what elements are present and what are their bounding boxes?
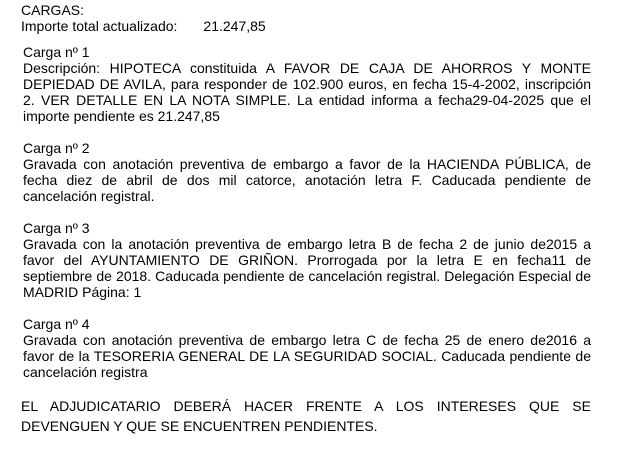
carga-title: Carga nº 4 [23,316,90,332]
importe-value: 21.247,85 [203,18,266,34]
importe-row [21,18,591,34]
carga-4 [23,316,591,380]
carga-2 [23,140,591,204]
carga-3 [23,220,591,300]
carga-title: Carga nº 2 [23,140,90,156]
cargas-title: CARGAS: [21,2,85,18]
importe-label: Importe total actualizado: [21,18,178,34]
adjudicatario-notice: EL ADJUDICATARIO DEBERÁ HACER FRENTE A LOS INTERESES QUE SE DEVENGUEN Y QUE SE ENCUENTREN PENDIENTES. [21,398,591,434]
carga-description: Gravada con anotación preventiva de embargo a favor de la HACIENDA PÚBLICA, de fecha diez de abril de dos mil catorce, anotación letra F. Caducada pendiente de cancelación registral. [23,156,591,204]
carga-title: Carga nº 3 [23,220,90,236]
carga-description: Descripción: HIPOTECA constituida A FAVOR DE CAJA DE AHORROS Y MONTE DEPIEDAD DE AVILA, para responder de 102.900 euros, en fecha 15-4-2002, inscripción 2. VER DETALLE EN LA NOTA SIMPLE. La entidad informa a fecha29-04-2025 que el importe pendiente es 21.247,85 [23,60,591,124]
carga-description: Gravada con la anotación preventiva de embargo letra B de fecha 2 de junio de2015 a favor del AYUNTAMIENTO DE GRIÑON. Prorrogada por la letra E en fecha11 de septiembre de 2018. Caducada pendiente de cancelación registral. Delegación Especial de MADRID Página: 1 [23,236,591,300]
document-body [21,0,591,436]
cargas-header [21,2,591,34]
carga-description: Gravada con anotación preventiva de embargo letra C de fecha 25 de enero de2016 a favor de la TESORERIA GENERAL DE LA SEGURIDAD SOCIAL. Caducada pendiente de cancelación registra [23,332,591,380]
carga-title: Carga nº 1 [23,44,90,60]
carga-1 [23,44,591,124]
